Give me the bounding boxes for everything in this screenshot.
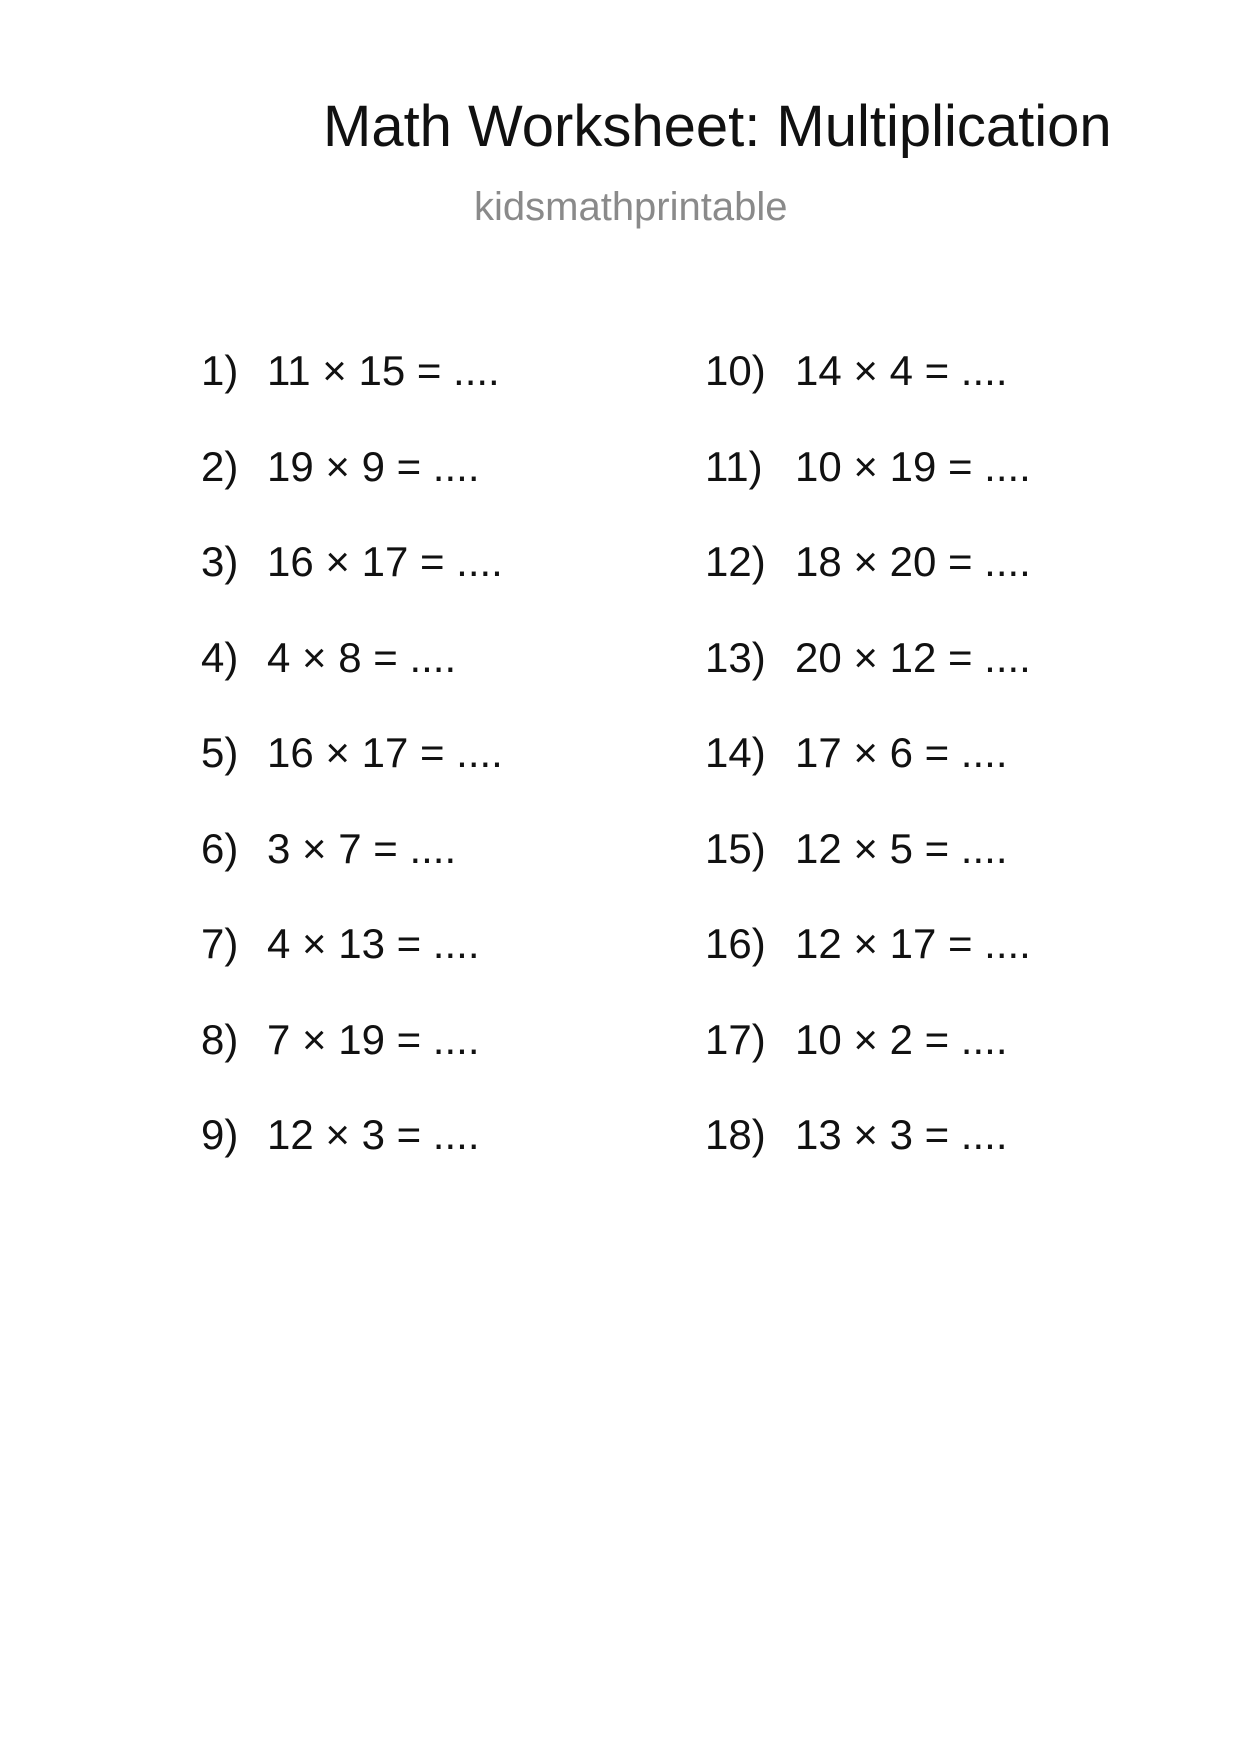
problem-item	[201, 347, 503, 446]
problem-expression: 3 × 7 = ....	[267, 824, 457, 872]
problem-number: 2)	[201, 442, 239, 490]
problem-expression: 18 × 20 = ....	[795, 538, 1031, 585]
problem-expression: 13 × 3 = ....	[795, 1111, 1008, 1158]
problem-number: 8)	[201, 1015, 239, 1063]
problem-item	[201, 824, 503, 924]
problem-number: 17)	[705, 1015, 766, 1063]
problem-number: 4)	[201, 633, 239, 681]
problem-item	[705, 538, 1031, 637]
problem-expression: 12 × 3 = ....	[267, 1111, 480, 1158]
problem-item	[705, 920, 1031, 1019]
problem-item	[705, 442, 1031, 542]
problem-expression: 19 × 9 = ....	[267, 442, 480, 490]
problem-item	[705, 1111, 1031, 1210]
problem-expression: 10 × 2 = ....	[795, 1015, 1008, 1063]
problem-expression: 10 × 19 = ....	[795, 442, 1031, 490]
problem-expression: 7 × 19 = ....	[267, 1015, 480, 1063]
page-subtitle: kidsmathprintable	[474, 185, 788, 229]
problem-expression: 4 × 8 = ....	[267, 633, 457, 681]
problem-number: 6)	[201, 824, 239, 872]
problem-number: 15)	[705, 824, 766, 872]
problem-number: 1)	[201, 347, 239, 394]
problem-expression: 12 × 17 = ....	[795, 920, 1031, 967]
problem-number: 3)	[201, 538, 239, 585]
problem-number: 16)	[705, 920, 766, 967]
problem-expression: 16 × 17 = ....	[267, 538, 503, 585]
problem-number: 13)	[705, 633, 766, 681]
problem-expression: 4 × 13 = ....	[267, 920, 480, 967]
problem-item	[705, 1015, 1031, 1115]
problem-item	[201, 1111, 503, 1210]
problem-expression: 17 × 6 = ....	[795, 729, 1008, 776]
problem-item	[705, 347, 1031, 446]
problem-number: 12)	[705, 538, 766, 585]
problem-item	[201, 633, 503, 733]
page-title: Math Worksheet: Multiplication	[323, 94, 1112, 159]
problem-number: 5)	[201, 729, 239, 776]
problem-number: 14)	[705, 729, 766, 776]
problem-column-left	[201, 347, 503, 1210]
problem-item	[705, 729, 1031, 828]
problem-item	[705, 633, 1031, 733]
problem-expression: 12 × 5 = ....	[795, 824, 1008, 872]
problem-item	[201, 1015, 503, 1115]
problem-expression: 14 × 4 = ....	[795, 347, 1008, 394]
problem-expression: 11 × 15 = ....	[267, 347, 500, 394]
problem-number: 7)	[201, 920, 239, 967]
problem-item	[201, 442, 503, 542]
problem-expression: 20 × 12 = ....	[795, 633, 1031, 681]
problem-expression: 16 × 17 = ....	[267, 729, 503, 776]
problem-item	[705, 824, 1031, 924]
problem-number: 9)	[201, 1111, 239, 1158]
problem-item	[201, 920, 503, 1019]
problem-item	[201, 729, 503, 828]
problem-number: 11)	[705, 442, 763, 490]
problem-item	[201, 538, 503, 637]
problem-column-right	[705, 347, 1031, 1210]
problem-number: 10)	[705, 347, 766, 394]
problem-number: 18)	[705, 1111, 766, 1158]
